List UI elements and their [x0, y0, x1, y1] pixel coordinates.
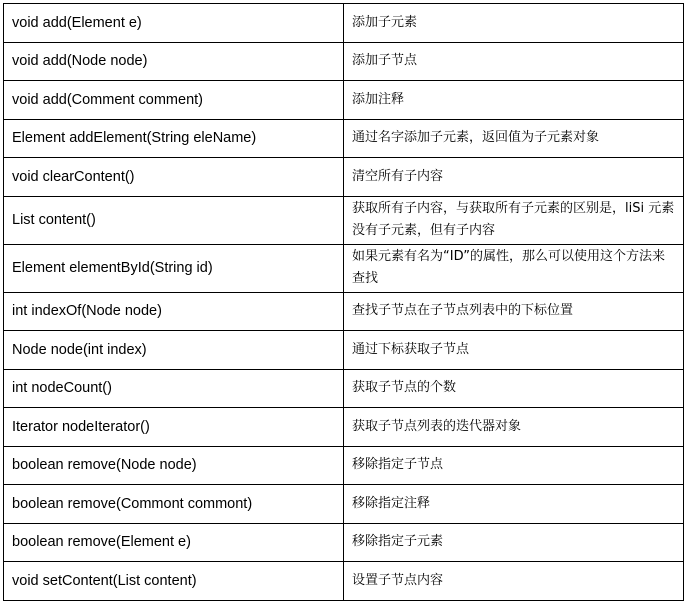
description-cell: 获取子节点的个数 — [344, 369, 684, 408]
description-cell: 获取子节点列表的迭代器对象 — [344, 408, 684, 447]
method-cell: int indexOf(Node node) — [4, 292, 344, 331]
method-cell: Element addElement(String eleName) — [4, 119, 344, 158]
description-cell: 添加子节点 — [344, 42, 684, 81]
table-row — [4, 42, 684, 81]
table-row — [4, 196, 684, 244]
table-row — [4, 485, 684, 524]
table-row — [4, 81, 684, 120]
description-cell: 获取所有子内容，与获取所有子元素的区别是，liSi 元素没有子元素，但有子内容 — [344, 196, 684, 244]
description-cell: 移除指定注释 — [344, 485, 684, 524]
description-cell: 如果元素有名为“ID”的属性，那么可以使用这个方法来查找 — [344, 244, 684, 292]
table-row — [4, 292, 684, 331]
method-table — [3, 3, 684, 601]
method-cell: Node node(int index) — [4, 331, 344, 370]
method-cell: void add(Comment comment) — [4, 81, 344, 120]
method-cell: int nodeCount() — [4, 369, 344, 408]
method-cell: boolean remove(Node node) — [4, 446, 344, 485]
description-cell: 通过下标获取子节点 — [344, 331, 684, 370]
method-cell: void setContent(List content) — [4, 562, 344, 601]
method-cell: boolean remove(Commont commont) — [4, 485, 344, 524]
description-cell: 移除指定子节点 — [344, 446, 684, 485]
description-cell: 通过名字添加子元素，返回值为子元素对象 — [344, 119, 684, 158]
description-cell: 设置子节点内容 — [344, 562, 684, 601]
method-cell: void add(Element e) — [4, 4, 344, 43]
description-cell: 添加子元素 — [344, 4, 684, 43]
table-row — [4, 562, 684, 601]
table-row — [4, 331, 684, 370]
description-cell: 添加注释 — [344, 81, 684, 120]
method-cell: void clearContent() — [4, 158, 344, 197]
table-row — [4, 4, 684, 43]
table-row — [4, 446, 684, 485]
table-row — [4, 408, 684, 447]
table-row — [4, 523, 684, 562]
table-row — [4, 158, 684, 197]
description-cell: 清空所有子内容 — [344, 158, 684, 197]
method-cell: boolean remove(Element e) — [4, 523, 344, 562]
method-cell: List content() — [4, 196, 344, 244]
description-cell: 查找子节点在子节点列表中的下标位置 — [344, 292, 684, 331]
table-row — [4, 119, 684, 158]
method-cell: Element elementById(String id) — [4, 244, 344, 292]
method-cell: Iterator nodeIterator() — [4, 408, 344, 447]
table-row — [4, 244, 684, 292]
method-cell: void add(Node node) — [4, 42, 344, 81]
description-cell: 移除指定子元素 — [344, 523, 684, 562]
table-row — [4, 369, 684, 408]
